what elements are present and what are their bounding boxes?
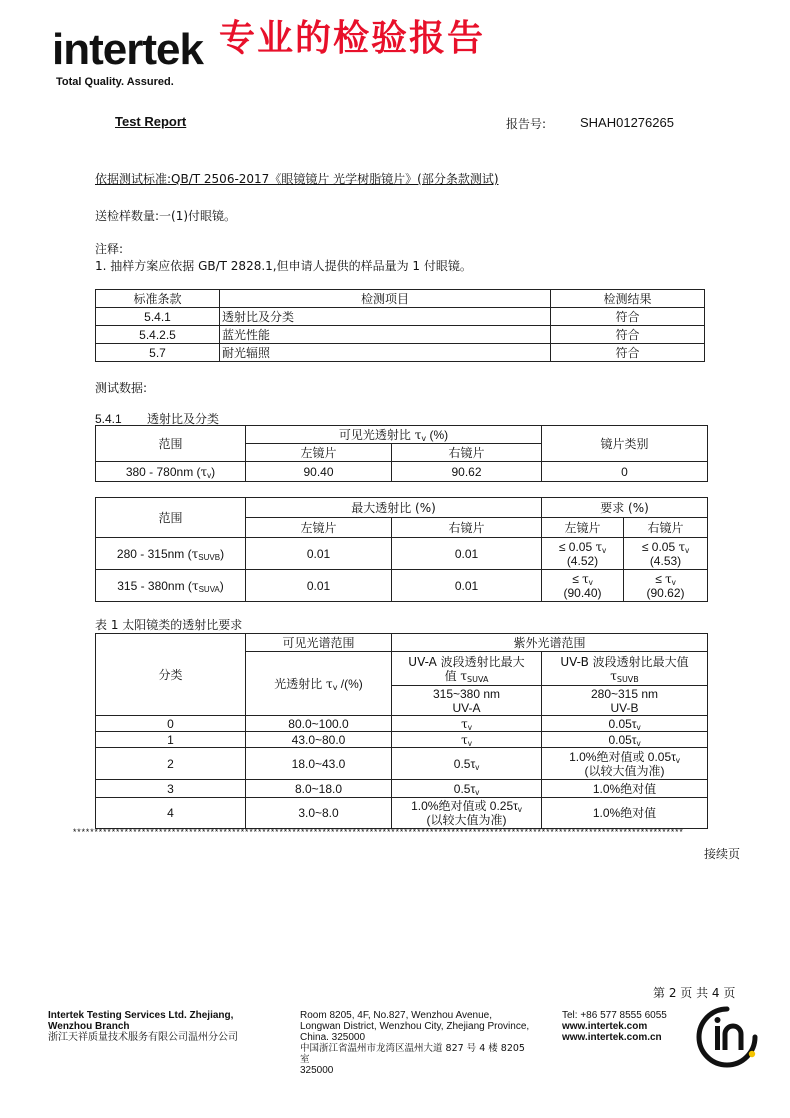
tau-subscript: v	[588, 577, 593, 587]
note-label: 注释:	[95, 242, 124, 256]
uvb-requirement	[542, 732, 708, 748]
category-1: 1	[96, 732, 246, 748]
sunglass-requirements-table	[95, 633, 708, 829]
tau-symbol: τ	[200, 464, 208, 479]
address-line-cn: 室	[300, 1054, 310, 1065]
uva-max-header	[392, 652, 542, 686]
uva-text: 0.5τ	[453, 756, 476, 771]
uva-req-right	[624, 570, 708, 602]
req-value: (4.53)	[649, 553, 682, 568]
summary-result: 符合	[551, 344, 705, 362]
req-text: ≤ 0.05	[558, 539, 596, 554]
range-header: 范围	[96, 498, 246, 538]
uva-left-value: 0.01	[246, 570, 392, 602]
tau-symbol: τ	[191, 578, 199, 593]
address-line-cn: 中国浙江省温州市龙湾区温州大道 827 号 4 楼 8205	[300, 1043, 525, 1054]
tau-subscript: SUVA	[467, 674, 489, 684]
intertek-in-circle-icon	[694, 1004, 760, 1070]
tau-subscript: v	[675, 755, 680, 765]
visible-range-value: 18.0~43.0	[246, 748, 392, 780]
header-text: 可见光透射比	[338, 427, 415, 442]
band-text: UV-A	[452, 700, 481, 715]
test-data-label: 测试数据:	[95, 381, 148, 395]
req-text: ≤	[655, 571, 666, 586]
logo-tagline: Total Quality. Assured.	[56, 76, 174, 88]
tau-subscript: v	[475, 787, 480, 797]
section-title: 透射比及分类	[147, 412, 220, 426]
report-number-label: 报告号:	[506, 117, 547, 131]
footer-contact	[562, 1010, 667, 1043]
uv-transmittance-table	[95, 497, 708, 602]
req-value: (90.62)	[646, 585, 685, 600]
summary-result: 符合	[551, 308, 705, 326]
summary-item: 耐光辐照	[220, 344, 551, 362]
requirement-header: 要求 (%)	[542, 498, 708, 518]
phone-number: Tel: +86 577 8555 6055	[562, 1010, 667, 1021]
right-lens-header: 右镜片	[392, 518, 542, 538]
footer-company	[48, 1010, 238, 1043]
range-text: 315 - 380nm (	[117, 578, 192, 593]
company-name-cn: 浙江天祥质量技术服务有限公司温州分公司	[48, 1032, 238, 1043]
left-lens-header: 左镜片	[246, 444, 392, 462]
tau-symbol: τ	[460, 668, 468, 683]
tau-subscript: v	[517, 805, 522, 814]
uvb-text: 0.05τ	[608, 732, 637, 747]
report-number: SHAH01276265	[580, 115, 674, 130]
visible-range-value: 43.0~80.0	[246, 732, 392, 748]
header-text: UV-B 波段透射比最大值	[560, 654, 689, 669]
tau-symbol: τ	[582, 571, 589, 586]
tau-symbol: τ	[191, 546, 199, 561]
tau-subscript: v	[602, 545, 607, 555]
table-1-title: 表 1 太阳镜类的透射比要求	[95, 618, 243, 632]
test-standard: 依据测试标准:QB/T 2506-2017《眼镜镜片 光学树脂镜片》(部分条款测试)	[95, 172, 499, 186]
separator-stars: **********************************************************************************************************************************************	[72, 828, 683, 838]
req-right-header: 右镜片	[624, 518, 708, 538]
tau-subscript: v	[671, 577, 676, 587]
uva-req-left	[542, 570, 624, 602]
visible-range-value: 80.0~100.0	[246, 716, 392, 732]
uva-text: 0.5τ	[453, 781, 476, 796]
tau-symbol: τ	[595, 539, 603, 554]
uva-right-value: 0.01	[392, 570, 542, 602]
uvb-left-value: 0.01	[246, 538, 392, 570]
summary-result: 符合	[551, 326, 705, 344]
left-lens-header: 左镜片	[246, 518, 392, 538]
lens-category-value: 0	[542, 462, 708, 482]
address-postcode: 325000	[300, 1065, 334, 1076]
visible-transmittance-header	[246, 426, 542, 444]
uva-requirement	[392, 780, 542, 798]
req-left-header: 左镜片	[542, 518, 624, 538]
continued-label: 接续页	[704, 847, 741, 861]
range-text: 380 - 780nm (	[125, 464, 201, 479]
band-text: UV-B	[610, 700, 639, 715]
tau-subscript: SUVA	[198, 584, 220, 594]
tau-symbol: τ	[326, 676, 333, 691]
tau-symbol: τ	[414, 427, 422, 442]
tau-subscript: v	[207, 470, 212, 480]
tau-subscript: v	[636, 738, 641, 748]
address-line: Longwan District, Wenzhou City, Zhejiang Province,	[300, 1021, 530, 1032]
uvb-range-cell: 280 - 315nm $(\tau_{SUVB})$	[96, 538, 246, 570]
tau-subscript: SUVB	[198, 552, 221, 562]
uvb-requirement: 1.0%绝对值	[542, 780, 708, 798]
tau-symbol: τ	[678, 539, 686, 554]
visible-transmittance-table	[95, 425, 708, 482]
uvb-requirement: 1.0%绝对值	[542, 798, 708, 829]
req-text: ≤	[572, 571, 583, 586]
uvb-right-value: 0.01	[392, 538, 542, 570]
tau-subscript: v	[421, 433, 427, 443]
uva-text: τ	[461, 732, 468, 747]
intertek-logo: intertek	[52, 25, 203, 74]
tau-subscript: v	[685, 545, 690, 555]
req-text: ≤ 0.05	[641, 539, 679, 554]
company-branch: Wenzhou Branch	[48, 1021, 130, 1032]
left-lens-value: 90.40	[246, 462, 392, 482]
uvb-note: (以较大值为准)	[584, 763, 665, 778]
category-3: 3	[96, 780, 246, 798]
header-text: UV-A 波段透射比最大	[408, 654, 525, 669]
category-4: 4	[96, 798, 246, 829]
uvb-max-header	[542, 652, 708, 686]
test-report-label: Test Report	[115, 114, 187, 129]
tau-subscript: v	[332, 682, 338, 692]
page-title: 专业的检验报告	[219, 18, 486, 59]
max-transmittance-header: 最大透射比 (%)	[246, 498, 542, 518]
uva-requirement	[392, 748, 542, 780]
uvb-band	[542, 686, 708, 716]
tau-subscript: v	[636, 722, 641, 732]
summary-item: 蓝光性能	[220, 326, 551, 344]
tau-symbol: τ	[665, 571, 672, 586]
summary-clause: 5.7	[96, 344, 220, 362]
uv-range-header: 紫外光谱范围	[392, 634, 708, 652]
uvb-text: 1.0%绝对值或 0.05τ	[569, 749, 676, 764]
summary-header-item: 检测项目	[220, 290, 551, 308]
uva-requirement	[392, 732, 542, 748]
req-value: (90.40)	[563, 585, 602, 600]
summary-item: 透射比及分类	[220, 308, 551, 326]
address-line: Room 8205, 4F, No.827, Wenzhou Avenue,	[300, 1010, 492, 1021]
tau-symbol: τ	[610, 668, 617, 683]
page-number: 第 2 页 共 4 页	[653, 986, 736, 1000]
sample-quantity: 送检样数量:一(1)付眼镜。	[95, 209, 237, 223]
summary-header-result: 检测结果	[551, 290, 705, 308]
summary-clause: 5.4.1	[96, 308, 220, 326]
unit: (%)	[426, 427, 449, 442]
uva-requirement	[392, 716, 542, 732]
uvb-req-left	[542, 538, 624, 570]
unit: /(%)	[337, 676, 363, 691]
summary-clause: 5.4.2.5	[96, 326, 220, 344]
category-header: 分类	[96, 634, 246, 716]
uva-band	[392, 686, 542, 716]
uvb-req-right	[624, 538, 708, 570]
note-item-1: 1. 抽样方案应依据 GB/T 2828.1,但申请人提供的样品量为 1 付眼镜。	[95, 259, 472, 273]
category-0: 0	[96, 716, 246, 732]
tau-subscript: SUVB	[616, 674, 639, 684]
visible-transmittance-header	[246, 652, 392, 716]
tau-subscript: v	[467, 738, 472, 748]
band-text: 315~380 nm	[432, 686, 501, 701]
website-link-cn: www.intertek.com.cn	[562, 1032, 662, 1043]
summary-table	[95, 289, 705, 362]
visible-range-value: 3.0~8.0	[246, 798, 392, 829]
uvb-requirement	[542, 716, 708, 732]
right-lens-header: 右镜片	[392, 444, 542, 462]
uva-note: (以较大值为准)	[426, 813, 507, 827]
summary-header-clause: 标准条款	[96, 290, 220, 308]
visible-range-header: 可见光谱范围	[246, 634, 392, 652]
band-text: 280~315 nm	[590, 686, 659, 701]
uvb-text: 0.05τ	[608, 716, 637, 731]
header-text: 光透射比	[274, 676, 327, 691]
req-value: (4.52)	[566, 553, 599, 568]
tau-subscript: v	[467, 722, 472, 732]
visible-range-value: 8.0~18.0	[246, 780, 392, 798]
uva-text: τ	[461, 716, 468, 731]
range-header: 范围	[96, 426, 246, 462]
visible-range-cell: 380 - 780nm $(\tau_v)$	[96, 462, 246, 482]
uva-requirement	[392, 798, 542, 829]
website-link: www.intertek.com	[562, 1021, 648, 1032]
category-2: 2	[96, 748, 246, 780]
lens-category-header: 镜片类别	[542, 426, 708, 462]
right-lens-value: 90.62	[392, 462, 542, 482]
footer-address	[300, 1010, 529, 1076]
uvb-requirement	[542, 748, 708, 780]
uva-text: 1.0%绝对值或 0.25τ	[411, 799, 518, 813]
header-text: 值	[444, 668, 461, 683]
uva-range-cell: 315 - 380nm $(\tau_{SUVA})$	[96, 570, 246, 602]
tau-subscript: v	[475, 762, 480, 772]
company-name: Intertek Testing Services Ltd. Zhejiang,	[48, 1010, 234, 1021]
section-number: 5.4.1	[95, 412, 122, 426]
address-line: China. 325000	[300, 1032, 366, 1043]
range-text: 280 - 315nm (	[116, 546, 192, 561]
